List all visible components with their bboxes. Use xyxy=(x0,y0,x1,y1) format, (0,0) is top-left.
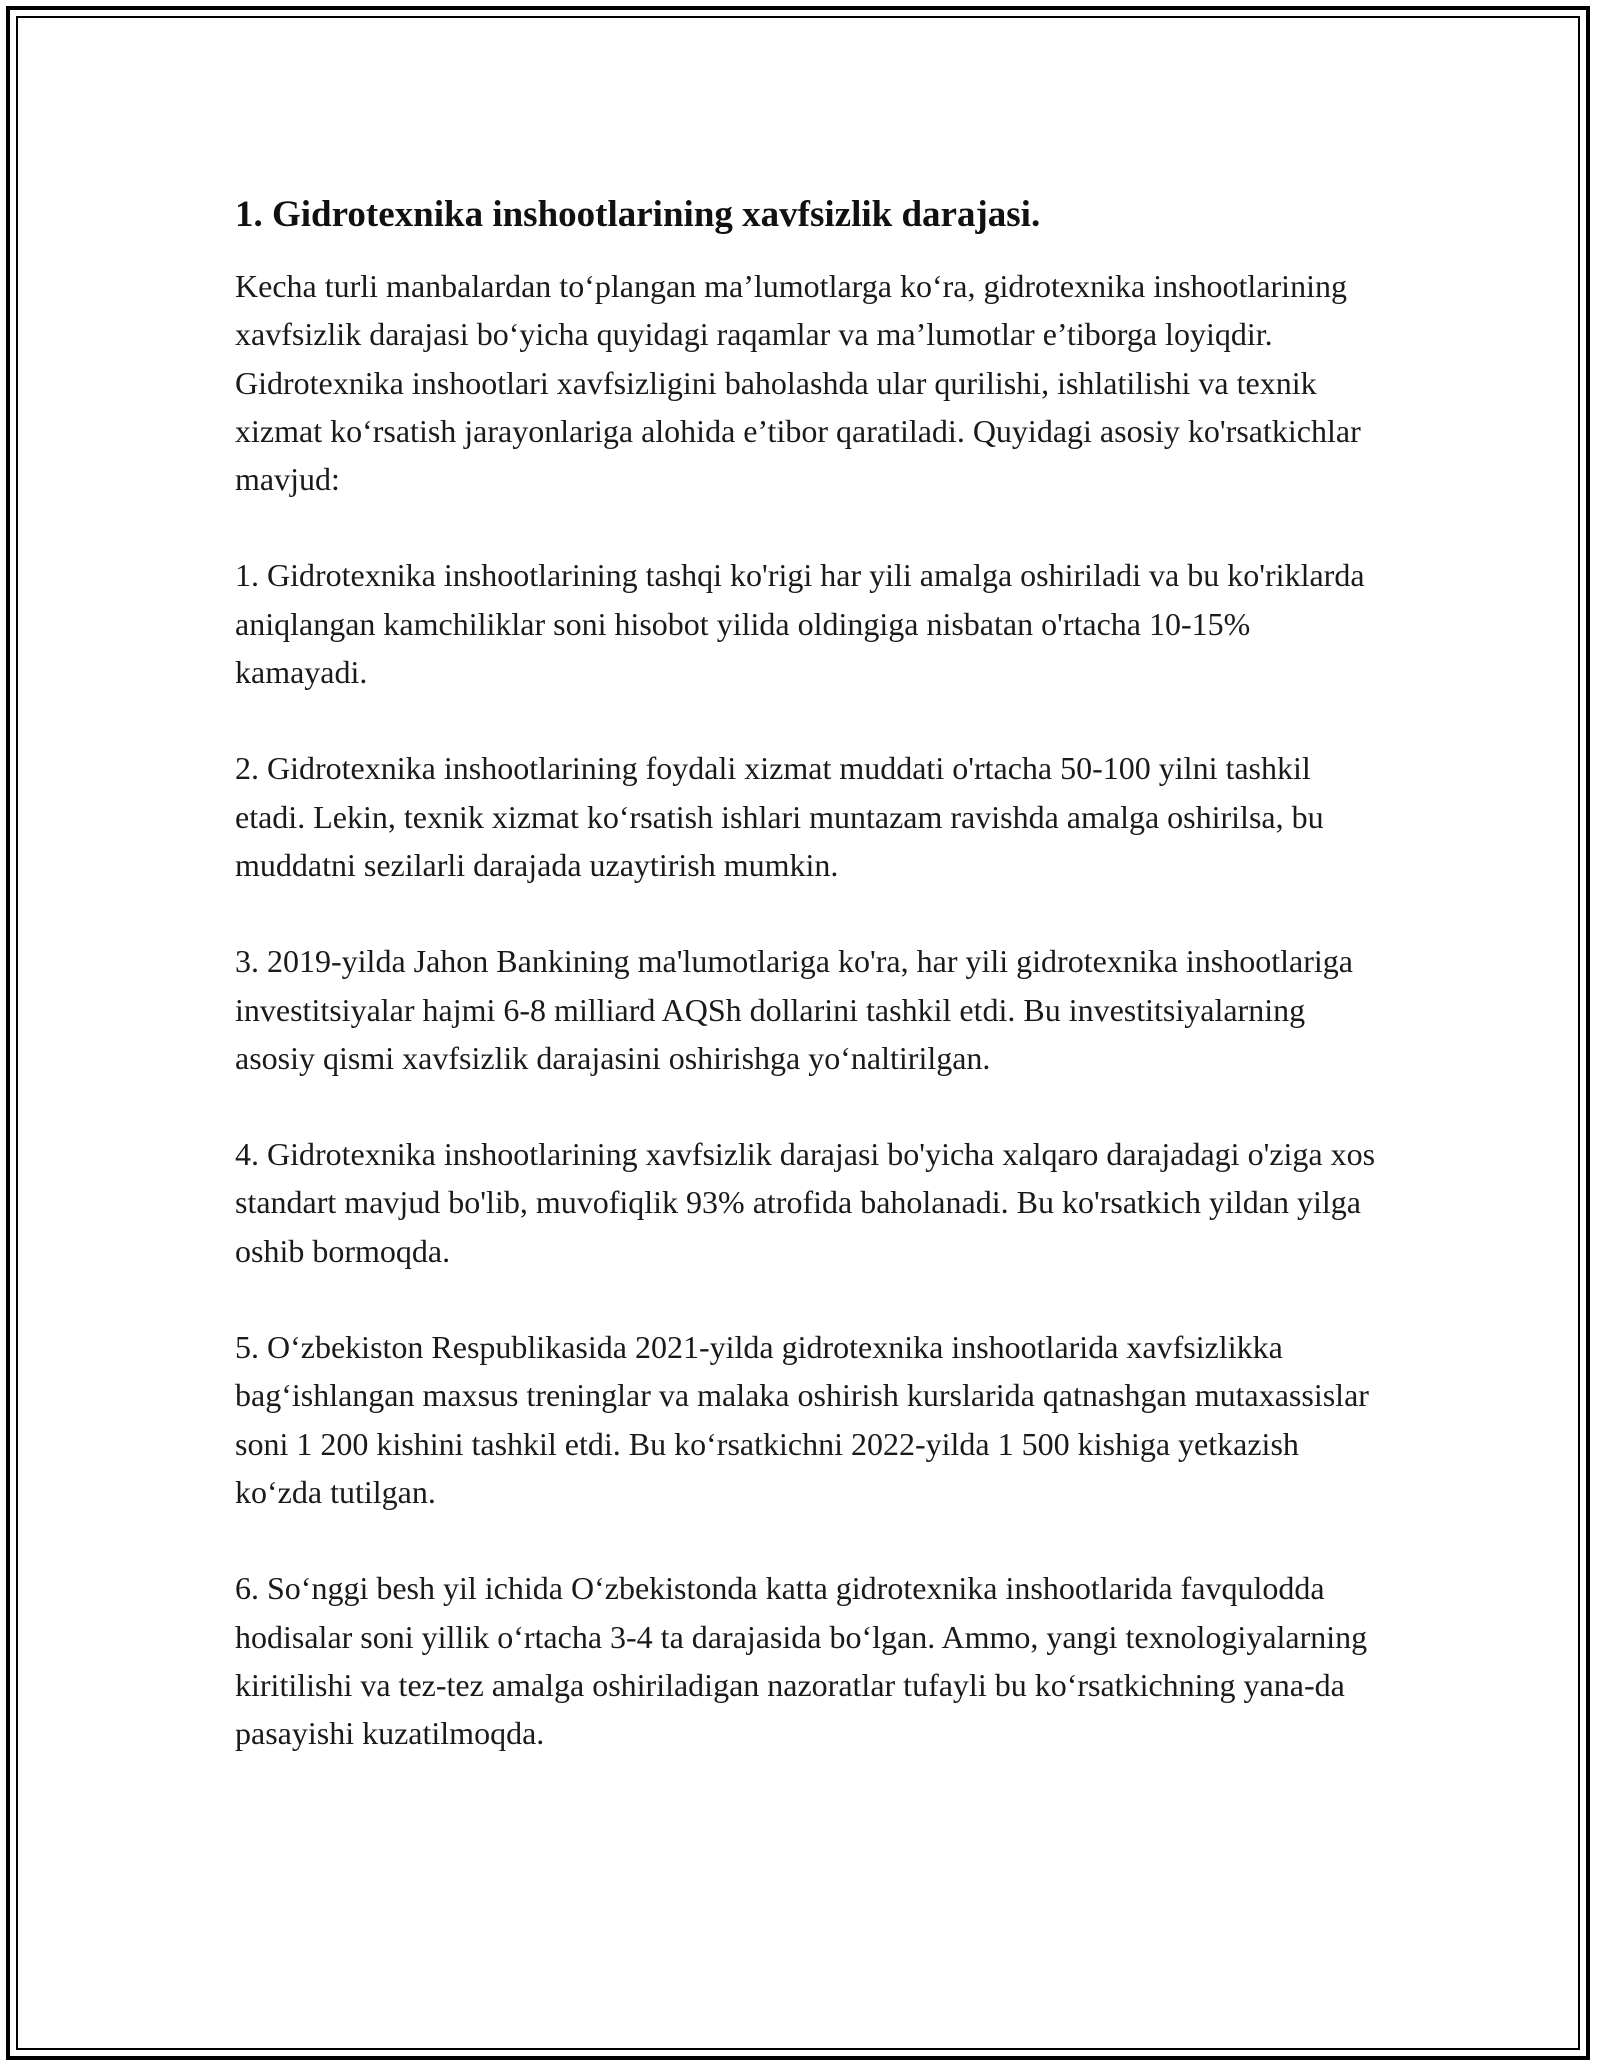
list-item: 4. Gidrotexnika inshootlarining xavfsizlik darajasi bo'yicha xalqaro darajadagi o'ziga xos standart mavjud bo'lib, muvofiqlik 93% atrofida baholanadi. Bu ko'rsatkich yildan yilga oshib bormoqda. xyxy=(235,1136,1376,1269)
list-item: 1. Gidrotexnika inshootlarining tashqi ko'rigi har yili amalga oshiriladi va bu ko'riklarda aniqlangan kamchiliklar soni hisobot yilida oldingiga nisbatan o'rtacha 10-15% kamayadi. xyxy=(235,557,1365,691)
document-body xyxy=(235,190,1385,1805)
list-item: 5. O‘zbekiston Respublikasida 2021-yilda gidrotexnika inshootlarida xavfsizlikka bag‘ishlangan maxsus treninglar va malaka oshirish kurslarida qatnashgan mutaxassislar soni 1 200 kishini tashkil etdi. Bu ko‘rsatkichni 2022-yilda 1 500 kishiga yetkazish ko‘zda tutilgan. xyxy=(235,1329,1369,1510)
intro-paragraph: Kecha turli manbalardan to‘plangan ma’lumotlarga ko‘ra, gidrotexnika inshootlarining xavfsizlik darajasi bo‘yicha quyidagi raqamlar va ma’lumotlar e’tiborga loyiqdir. Gidrotexnika inshootlari xavfsizligini baholashda ular qurilishi, ishlatilishi va texnik xizmat ko‘rsatish jarayonlariga alohida e’tibor qaratiladi. Quyidagi asosiy ko'rsatkichlar mavjud: xyxy=(235,268,1361,498)
document-title: 1. Gidrotexnika inshootlarining xavfsizlik darajasi. xyxy=(235,194,1041,235)
list-item: 6. So‘nggi besh yil ichida O‘zbekistonda katta gidrotexnika inshootlarida favqulodda hodisalar soni yillik o‘rtacha 3-4 ta darajasida bo‘lgan. Ammo, yangi texnologiyalarning kiritilishi va tez-tez amalga oshiriladigan nazoratlar tufayli bu ko‘rsatkichning yana-da pasayishi kuzatilmoqda. xyxy=(235,1570,1368,1752)
list-item: 2. Gidrotexnika inshootlarining foydali xizmat muddati o'rtacha 50-100 yilni tashkil etadi. Lekin, texnik xizmat ko‘rsatish ishlari muntazam ravishda amalga oshirilsa, bu muddatni sezilarli darajada uzaytirish mumkin. xyxy=(235,750,1324,883)
list-item: 3. 2019-yilda Jahon Bankining ma'lumotlariga ko'ra, har yili gidrotexnika inshootlariga investitsiyalar hajmi 6-8 milliard AQSh dollarini tashkil etdi. Bu investitsiyalarning asosiy qismi xavfsizlik darajasini oshirishga yo‘naltirilgan. xyxy=(235,943,1353,1076)
